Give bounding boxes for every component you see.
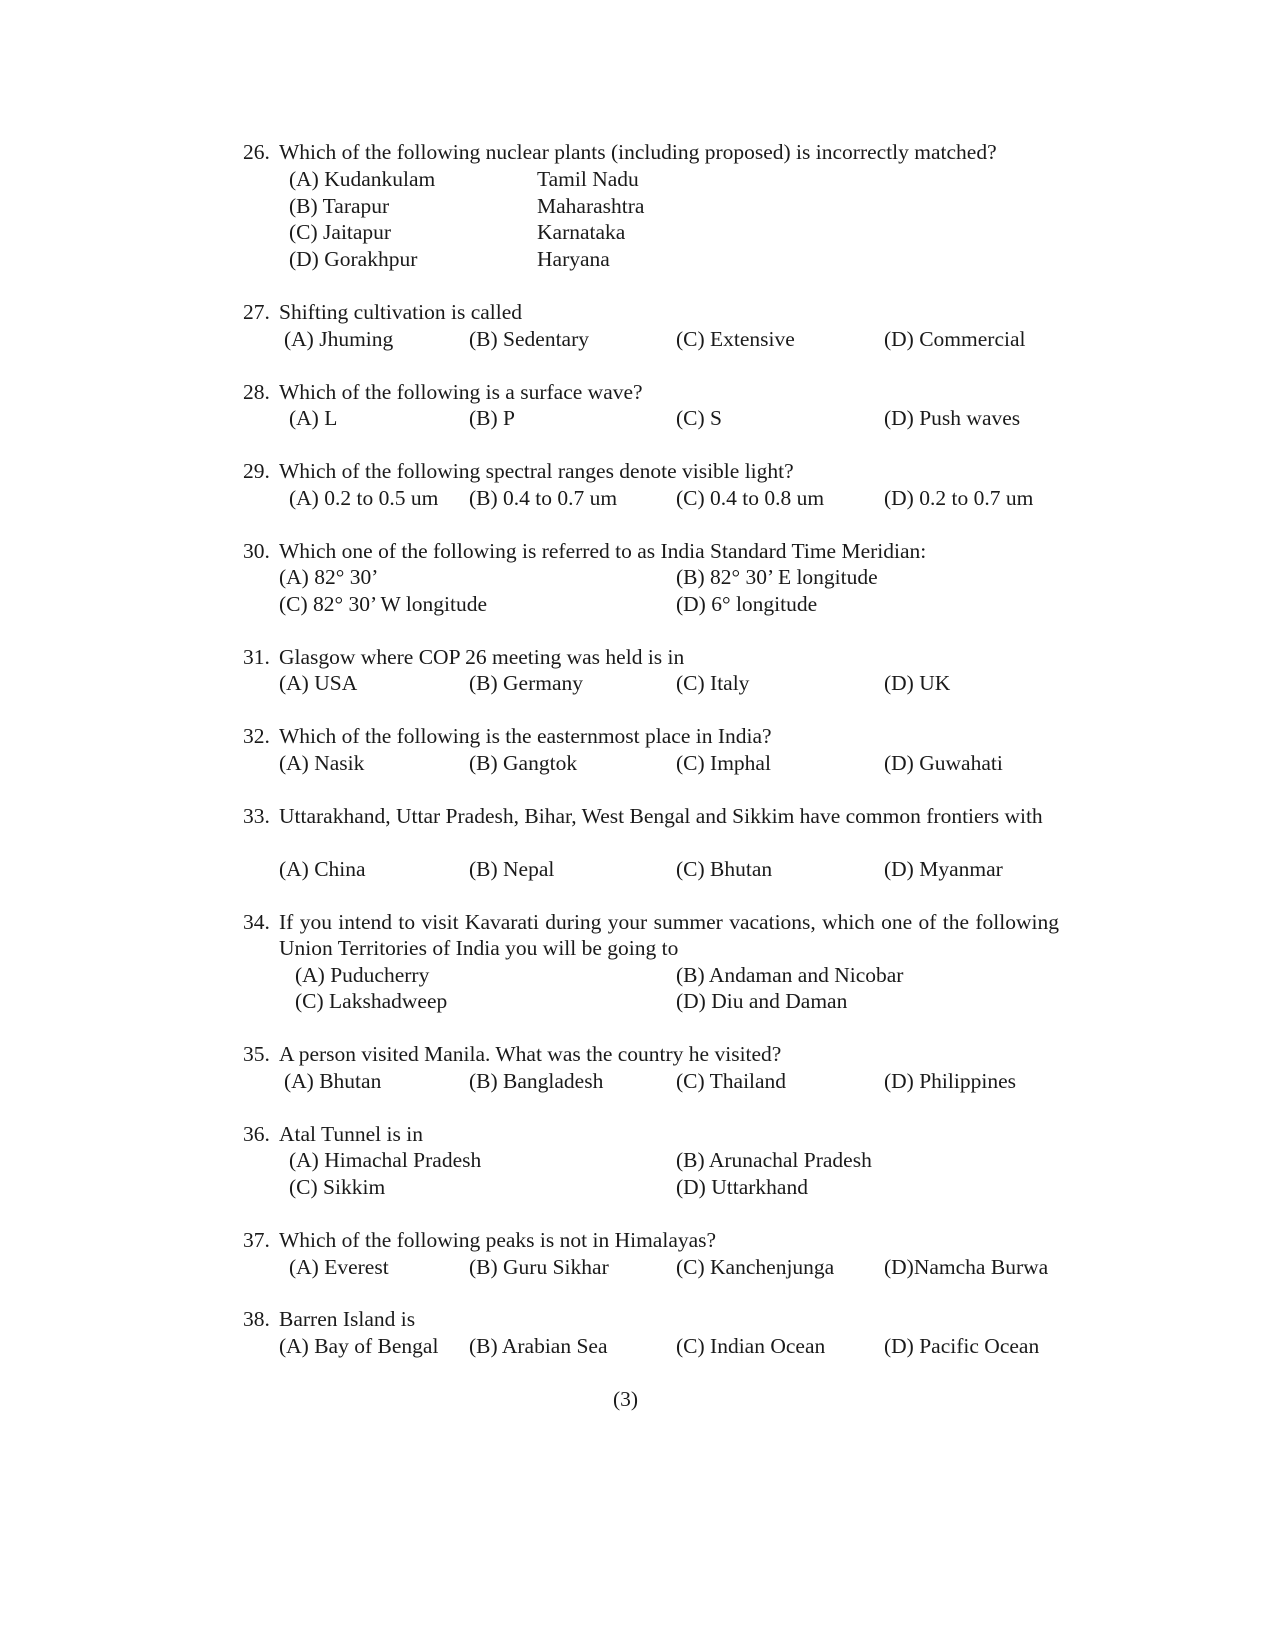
- question-number: 28.: [243, 380, 270, 404]
- option-b: (B) Germany: [469, 671, 584, 695]
- state-a: Tamil Nadu: [537, 167, 639, 191]
- question-number: 30.: [243, 539, 270, 563]
- question-text: Glasgow where COP 26 meeting was held is in: [279, 645, 685, 669]
- state-b: Maharashtra: [537, 194, 645, 218]
- question-text: Which of the following is a surface wave?: [279, 380, 643, 404]
- option-a: (A) Bay of Bengal: [279, 1334, 439, 1358]
- option-a: (A) 82° 30’: [279, 565, 379, 589]
- option-d: (D) UK: [884, 671, 951, 695]
- option-b: (B) Arunachal Pradesh: [676, 1148, 872, 1172]
- option-c: (C) Sikkim: [289, 1175, 386, 1199]
- question-text: Uttarakhand, Uttar Pradesh, Bihar, West Bengal and Sikkim have common frontiers with: [279, 804, 1043, 828]
- option-a: (A) Bhutan: [284, 1069, 382, 1093]
- option-d: (D) Uttarkhand: [676, 1175, 808, 1199]
- option-c: (C) Italy: [676, 671, 750, 695]
- option-c: (C) 0.4 to 0.8 um: [676, 486, 825, 510]
- plant-a: (A) Kudankulam: [289, 167, 436, 191]
- option-a: (A) Jhuming: [284, 327, 394, 351]
- plant-c: (C) Jaitapur: [289, 220, 392, 244]
- state-c: Karnataka: [537, 220, 626, 244]
- option-a: (A) L: [289, 406, 338, 430]
- option-d: (D) 0.2 to 0.7 um: [884, 486, 1034, 510]
- option-d: (D) 6° longitude: [676, 592, 818, 616]
- option-c: (C) Indian Ocean: [676, 1334, 826, 1358]
- option-a: (A) Himachal Pradesh: [289, 1148, 482, 1172]
- option-c: (C) Thailand: [676, 1069, 787, 1093]
- option-d: (D) Guwahati: [884, 751, 1003, 775]
- plant-b: (B) Tarapur: [289, 194, 390, 218]
- question-text: Which of the following is the easternmost place in India?: [279, 724, 772, 748]
- question-number: 37.: [243, 1228, 270, 1252]
- question-number: 34.: [243, 910, 270, 934]
- option-b: (B) Bangladesh: [469, 1069, 604, 1093]
- option-b: (B) 82° 30’ E longitude: [676, 565, 878, 589]
- question-text: Which of the following spectral ranges denote visible light?: [279, 459, 794, 483]
- question-number: 26.: [243, 140, 270, 164]
- question-text: Atal Tunnel is in: [279, 1122, 423, 1146]
- option-b: (B) P: [469, 406, 515, 430]
- option-b: (B) Sedentary: [469, 327, 590, 351]
- option-c: (C) 82° 30’ W longitude: [279, 592, 488, 616]
- option-d: (D) Myanmar: [884, 857, 1003, 881]
- question-number: 35.: [243, 1042, 270, 1066]
- question-number: 33.: [243, 804, 270, 828]
- option-b: (B) 0.4 to 0.7 um: [469, 486, 618, 510]
- question-text: Barren Island is: [279, 1307, 416, 1331]
- question-number: 32.: [243, 724, 270, 748]
- question-number: 36.: [243, 1122, 270, 1146]
- question-text: Shifting cultivation is called: [279, 300, 523, 324]
- option-a: (A) Everest: [289, 1255, 389, 1279]
- option-c: (C) Lakshadweep: [295, 989, 448, 1013]
- question-text: Which of the following peaks is not in Himalayas?: [279, 1228, 717, 1252]
- question-text: Which of the following nuclear plants (including proposed) is incorrectly matched?: [279, 140, 997, 164]
- question-number: 31.: [243, 645, 270, 669]
- option-c: (C) Kanchenjunga: [676, 1255, 835, 1279]
- question-text: If you intend to visit Kavarati during your summer vacations, which one of the following Union Territories of India you will be going to: [279, 910, 1059, 960]
- option-b: (B) Andaman and Nicobar: [676, 963, 904, 987]
- question-number: 29.: [243, 459, 270, 483]
- page-number: (3): [613, 1387, 639, 1411]
- question-text: A person visited Manila. What was the country he visited?: [279, 1042, 782, 1066]
- option-a: (A) 0.2 to 0.5 um: [289, 486, 439, 510]
- option-a: (A) Nasik: [279, 751, 365, 775]
- question-number: 38.: [243, 1307, 270, 1331]
- option-b: (B) Nepal: [469, 857, 555, 881]
- option-a: (A) USA: [279, 671, 358, 695]
- option-c: (C) Extensive: [676, 327, 795, 351]
- plant-d: (D) Gorakhpur: [289, 247, 418, 271]
- option-d: (D) Philippines: [884, 1069, 1016, 1093]
- option-a: (A) China: [279, 857, 366, 881]
- question-number: 27.: [243, 300, 270, 324]
- option-c: (C) Imphal: [676, 751, 771, 775]
- option-b: (B) Guru Sikhar: [469, 1255, 609, 1279]
- option-d: (D) Commercial: [884, 327, 1026, 351]
- option-c: (C) Bhutan: [676, 857, 773, 881]
- option-d: (D) Pacific Ocean: [884, 1334, 1040, 1358]
- question-text: Which one of the following is referred to as India Standard Time Meridian:: [279, 539, 927, 563]
- option-d: (D) Push waves: [884, 406, 1021, 430]
- option-a: (A) Puducherry: [295, 963, 430, 987]
- option-b: (B) Arabian Sea: [469, 1334, 608, 1358]
- option-d: (D)Namcha Burwa: [884, 1255, 1049, 1279]
- option-c: (C) S: [676, 406, 722, 430]
- option-d: (D) Diu and Daman: [676, 989, 848, 1013]
- option-b: (B) Gangtok: [469, 751, 578, 775]
- state-d: Haryana: [537, 247, 610, 271]
